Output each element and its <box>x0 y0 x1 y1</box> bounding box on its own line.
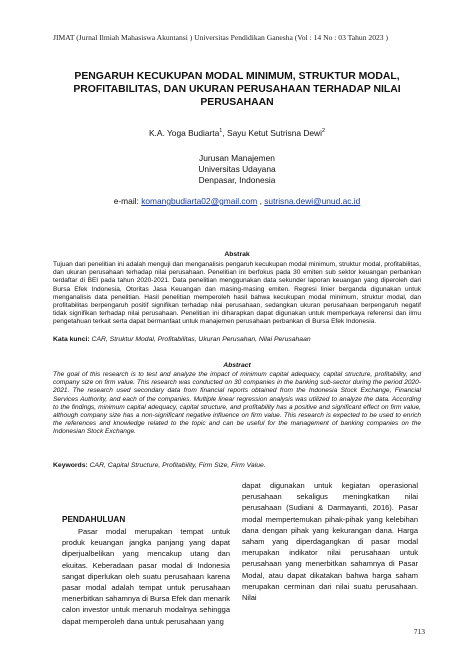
abstract-text: The goal of this research is to test and analyze the impact of minimum capital adequacy, capital structure, profitability, and company size on firm value. This research was conducted on 30 companies in the banking sub-sector during the period 2020-2021. The research used secondary data from financial reports obtained from the Indonesia Stock Exchange, Financial Services Authority, and each of the companies. Multiple linear regression analysis was utilized to analyze the data. According to the findings, minimum capital adequacy, capital structure, and profitability has a positive and significant effect on firm value, although company size has a non-significant negative influence on firm value. This research is expected to be used to enrich the references and knowledge related to the topic and can be useful for the management of banking companies on the Indonesian Stock Exchange. <box>53 371 421 436</box>
author-1: K.A. Yoga Budiarta <box>148 128 220 138</box>
body-column-right: dapat digunakan untuk kegiatan operasional perusahaan sekaligus meningkatkan nilai perusahaan (Sudiani & Darmayanti, 2016). Pasar modal mempertemukan pihak-pihak yang kelebihan dana dengan pihak yang kekurangan dana. Harga saham yang diperdagangkan di pasar modal merupakan indikator nilai perusahaan untuk perusahaan yang menerbitkan sahamnya di Pasar Modal, atau dapat dikatakan bahwa harga saham merupakan cerminan dari nilai suatu perusahaan. Nilai <box>242 481 418 603</box>
paper-title: PENGARUH KECUKUPAN MODAL MINIMUM, STRUKTUR MODAL, PROFITABILITAS, DAN UKURAN PERUSAHAAN TERHADAP NILAI PERUSAHAAN <box>73 71 401 108</box>
kata-kunci-label: Kata kunci: <box>53 336 92 343</box>
abstrak-text: Tujuan dari penelitian ini adalah menguji dan menganalisis pengaruh kecukupan modal minimum, struktur modal, profitabilitas, dan ukuran perusahaan terhadap nilai perusahaan. Penelitian ini berfokus pada 30 emiten sub sektor keuangan perbankan terdaftar di BEI pada tahun 2020-2021. Data penelitian menggunakan data sekunder laporan keuangan yang diperoleh dari Bursa Efek Indonesia, Otoritas Jasa Keuangan dan masing-masing emiten. Regresi linier berganda digunakan untuk menganalisis data penelitian. Hasil penelitian memperoleh hasil bahwa kecukupan modal minimum, struktur modal, dan profitabilitas berpengaruh positif signifikan terhadap nilai perusahaan, sedangkan ukuran perusahaan berpengaruh negatif tidak signifikan terhadap nilai perusahaan. Penelitian ini diharapkan dapat digunakan untuk memperkaya referensi dan ilmu pengetahuan terkait serta dapat bermanfaat untuk manajemen perusahaan perbankan di Bursa Efek Indonesia. <box>53 261 421 326</box>
author-separator: , <box>222 128 227 138</box>
keywords <box>53 462 421 469</box>
journal-header: JIMAT (Jurnal Ilmiah Mahasiswa Akuntansi ) Universitas Pendidikan Ganesha (Vol : 14 No : 03 Tahun 2023 ) <box>53 33 389 42</box>
email-line <box>53 196 421 206</box>
email-separator: , <box>257 196 265 206</box>
keywords-text: CAR, Capital Structure, Profitability, Firm Size, Firm Value. <box>89 462 266 469</box>
page-number: 713 <box>413 627 425 636</box>
abstrak-heading: Abstrak <box>224 251 250 258</box>
email-link-2[interactable]: sutrisna.dewi@unud.ac.id <box>264 196 361 206</box>
authors <box>53 128 421 138</box>
kata-kunci-text: CAR, Struktur Modal, Profitabilitas, Ukuran Perusahan, Nilai Perusahaan <box>91 336 311 343</box>
affiliation-city: Denpasar, Indonesia <box>198 175 276 185</box>
author-2: Sayu Ketut Sutrisna Dewi <box>227 128 322 138</box>
section-heading-pendahuluan: PENDAHULUAN <box>62 515 126 524</box>
kata-kunci <box>53 336 421 343</box>
affiliation <box>53 153 421 186</box>
affiliation-department: Jurusan Manajemen <box>199 153 275 163</box>
keywords-label: Keywords: <box>53 462 90 469</box>
email-link-1[interactable]: komangbudiarta02@gmail.com <box>141 196 258 206</box>
author-1-affil-mark: 1 <box>219 128 223 135</box>
body-left-text: Pasar modal merupakan tempat untuk produk keuangan jangka panjang yang dapat diperjualbelikan yang mencakup utang dan ekuitas. Keberadaan pasar modal di Indonesia sangat diperlukan oleh suatu perusahaan karena pasar modal adalah tempat untuk perusahaan menerbitkan sahamnya di Bursa Efek dan menarik calon investor untuk menaruh modalnya sehingga dapat memperoleh dana untuk perusahaan yang <box>62 527 231 626</box>
author-2-affil-mark: 2 <box>321 128 326 135</box>
email-label: e-mail: <box>113 196 142 206</box>
abstract-heading: Abstract <box>223 362 251 369</box>
affiliation-university: Universitas Udayana <box>198 164 276 174</box>
